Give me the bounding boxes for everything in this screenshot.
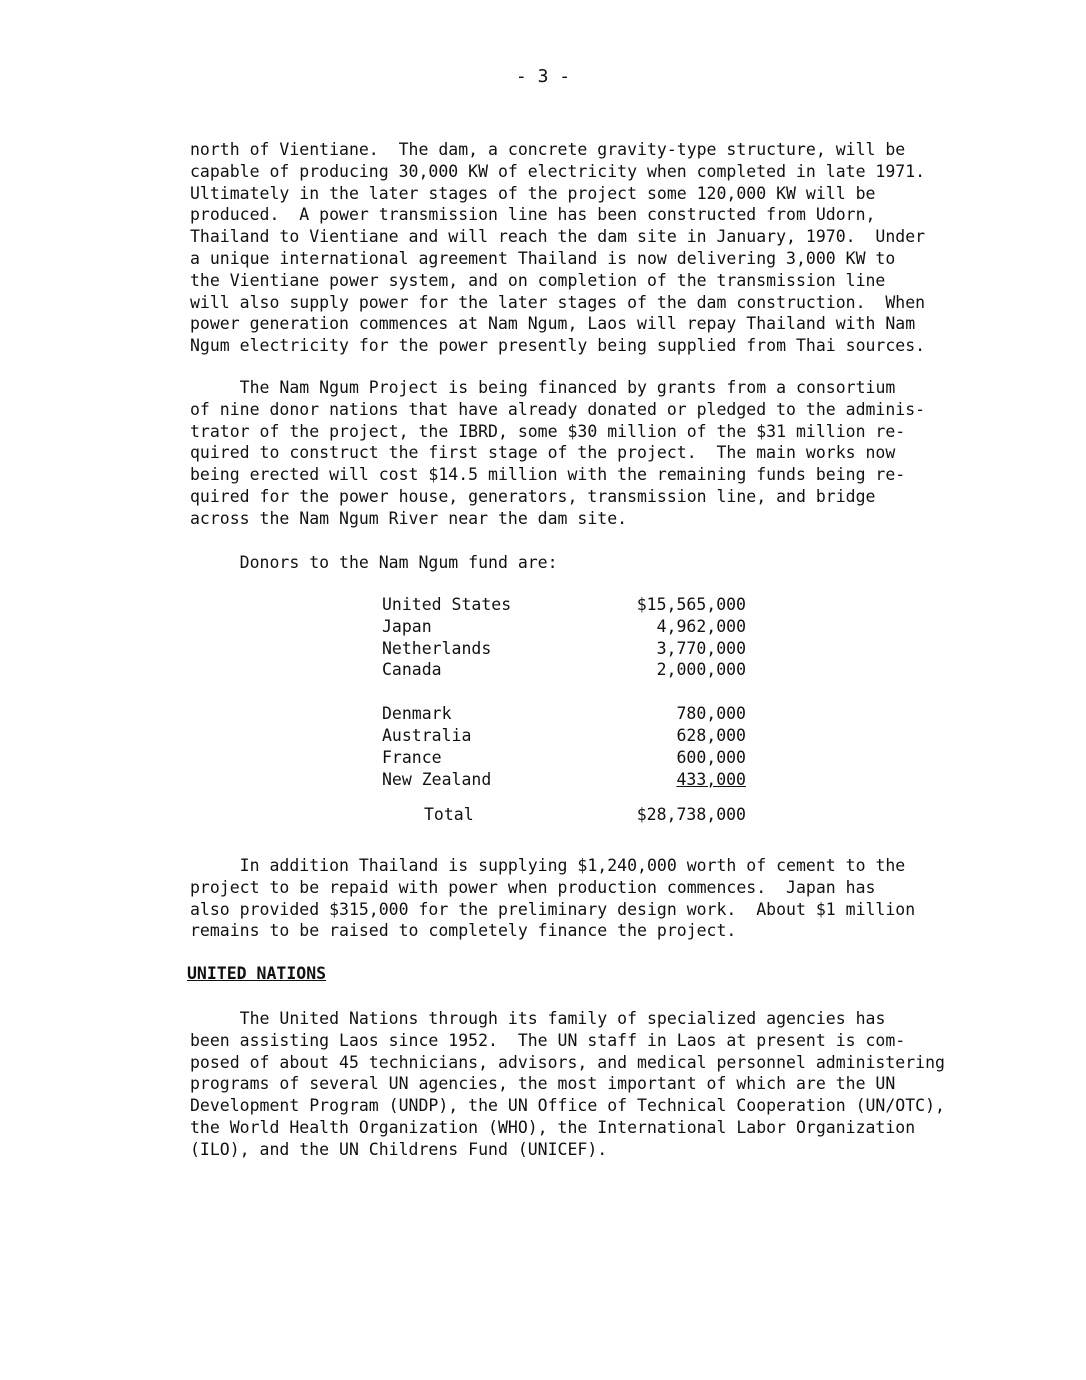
donor-name: Australia: [382, 725, 472, 745]
donor-name: Netherlands: [382, 638, 492, 658]
paragraph-united-nations: The United Nations through its family of specialized agencies has been assisting Laos since 1952. The UN staff in Laos at present is com- posed of about 45 technicians, advisors, and medical personnel administering programs of several UN agencies, the most important of which are the UN Development Program (UNDP), the UN Office of Technical Cooperation (UN/OTC), the World Health Organization (WHO), the International Labor Organization (ILO), and the UN Childrens Fund (UNICEF).: [190, 1009, 945, 1159]
donor-row: [382, 616, 752, 638]
donor-total-row: [382, 804, 752, 826]
donor-amount: 628,000: [676, 725, 746, 745]
donor-amount: 433,000: [676, 769, 746, 789]
paragraph-donors-intro: Donors to the Nam Ngum fund are:: [190, 553, 558, 572]
donor-name: Canada: [382, 660, 442, 680]
donor-amount: 3,770,000: [656, 638, 746, 658]
donor-row: [382, 659, 752, 681]
donor-amount: 4,962,000: [656, 616, 746, 636]
paragraph-dam-description: north of Vientiane. The dam, a concrete gravity-type structure, will be capable of producing 30,000 KW of electricity when completed in late 1971. Ultimately in the later stages of the project some 120,000 KW will be produced. A power transmission line has been constructed from Udorn, Thailand to Vientiane and will reach the dam site in January, 1970. Under a unique international agreement Thailand is now delivering 3,000 KW to the Vientiane power system, and on completion of the transmission line will also supply power for the later stages of the dam construction. When power generation commences at Nam Ngum, Laos will repay Thailand with Nam Ngum electricity for the power presently being supplied from Thai sources.: [190, 140, 926, 356]
donor-row: [382, 703, 752, 725]
paragraph-additional-funding: In addition Thailand is supplying $1,240,000 worth of cement to the project to be repaid with power when production commences. Japan has also provided $315,000 for the preliminary design work. About $1 million remains to be raised to completely finance the project.: [190, 856, 916, 941]
donor-amount: $15,565,000: [636, 595, 746, 614]
donor-name: Denmark: [382, 704, 452, 724]
donor-table: [382, 594, 752, 826]
donor-name: Japan: [382, 616, 432, 636]
paragraph-project-financing: The Nam Ngum Project is being financed by grants from a consortium of nine donor nations that have already donated or pledged to the adminis- trator of the project, the IBRD, some $30 million of the $31 million re- quired to construct the first stage of the project. The main works now being erected will cost $14.5 million with the remaining funds being re- quired for the power house, generators, transmission line, and bridge across the Nam Ngum River near the dam site.: [190, 378, 926, 528]
donor-row: [382, 725, 752, 747]
donor-group-spacer: [382, 681, 752, 703]
donor-name: United States: [382, 595, 512, 614]
donor-amount: 600,000: [676, 747, 746, 767]
section-heading-united-nations: UNITED NATIONS: [187, 964, 327, 983]
donor-name: France: [382, 747, 442, 767]
donor-amount: 2,000,000: [656, 660, 746, 680]
donor-row: [382, 769, 752, 791]
donor-amount: 780,000: [676, 704, 746, 724]
total-label: Total: [424, 805, 474, 825]
donor-row: [382, 747, 752, 769]
donor-row: [382, 594, 752, 616]
page-number: - 3 -: [515, 66, 571, 87]
total-amount: $28,738,000: [636, 805, 746, 825]
donor-row: [382, 638, 752, 660]
donor-name: New Zealand: [382, 769, 492, 789]
